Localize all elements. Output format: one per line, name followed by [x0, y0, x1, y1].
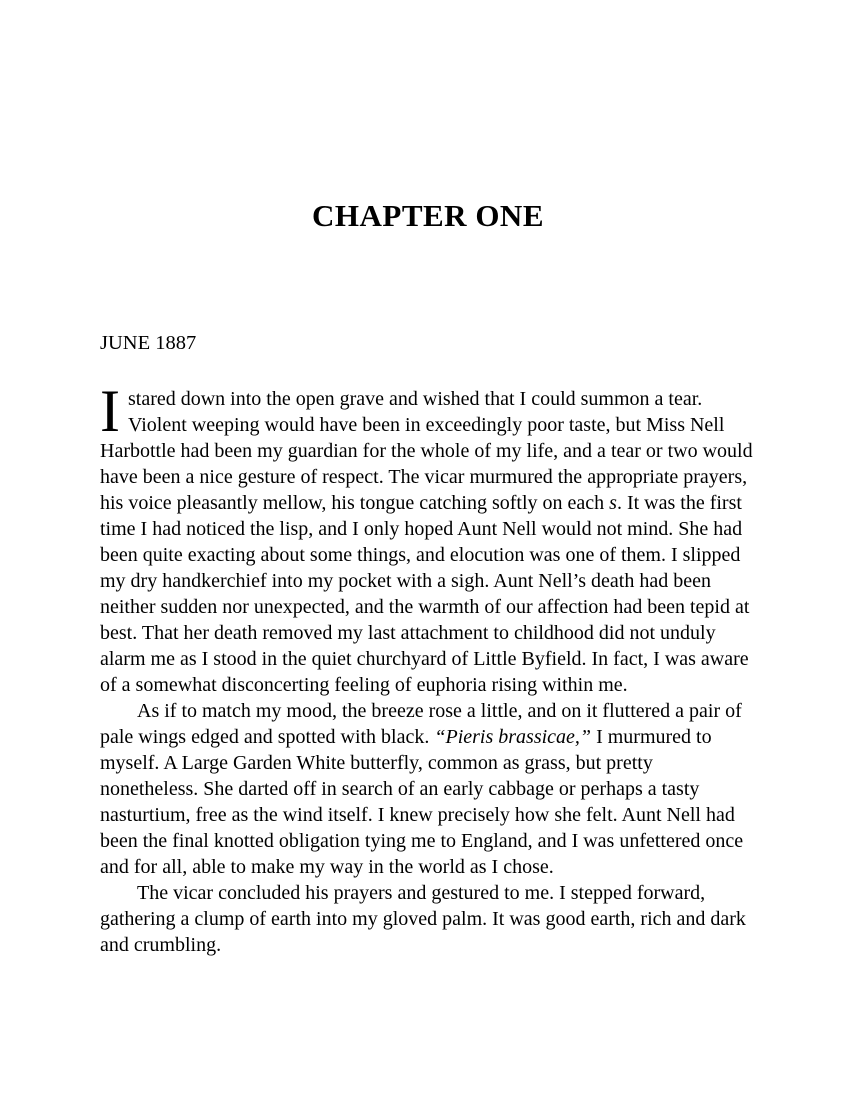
- text-run: The vicar concluded his prayers and gestured to me. I stepped forward, gathering a clump of earth into my gloved palm. It was good earth, rich and dark and crumbling.: [100, 882, 746, 956]
- dateline: JUNE 1887: [100, 332, 197, 354]
- text-run: I murmured to myself. A Large Garden White butterfly, common as grass, but pretty nonetheless. She darted off in search of an early cabbage or perhaps a tasty nasturtium, free as the wind itself. I knew precisely how she felt. Aunt Nell had been the final knotted obligation tying me to England, and I was unfettered once and for all, able to make my way in the world as I chose.: [100, 726, 744, 878]
- body-paragraphs: [100, 378, 756, 958]
- paragraph: [100, 378, 756, 698]
- drop-cap: I: [100, 378, 120, 444]
- italic-text-run: “Pieris brassicae,”: [434, 726, 592, 748]
- text-run: . It was the first time I had noticed the lisp, and I only hoped Aunt Nell would not mind. She had been quite exacting about some things, and elocution was one of them. I slipped my dry handkerchief into my pocket with a sigh. Aunt Nell’s death had been neither sudden nor unexpected, and the warmth of our affection had been tepid at best. That her death removed my last attachment to childhood did not unduly alarm me as I stood in the quiet churchyard of Little Byfield. In fact, I was aware of a somewhat disconcerting feeling of euphoria rising within me.: [100, 492, 750, 696]
- paragraph: [100, 698, 756, 880]
- italic-text-run: s: [609, 492, 617, 514]
- chapter-title: CHAPTER ONE: [312, 198, 544, 233]
- text-run: As if to match my mood, the breeze rose a little, and on it fluttered a pair of pale wings edged and spotted with black.: [100, 700, 742, 748]
- text-run: stared down into the open grave and wished that I could summon a tear. Violent weeping would have been in exceedingly poor taste, but Miss Nell Harbottle had been my guardian for the whole of my life, and a tear or two would have been a nice gesture of respect. The vicar murmured the appropriate prayers, his voice pleasantly mellow, his tongue catching softly on each: [100, 388, 753, 514]
- paragraph: [100, 880, 756, 958]
